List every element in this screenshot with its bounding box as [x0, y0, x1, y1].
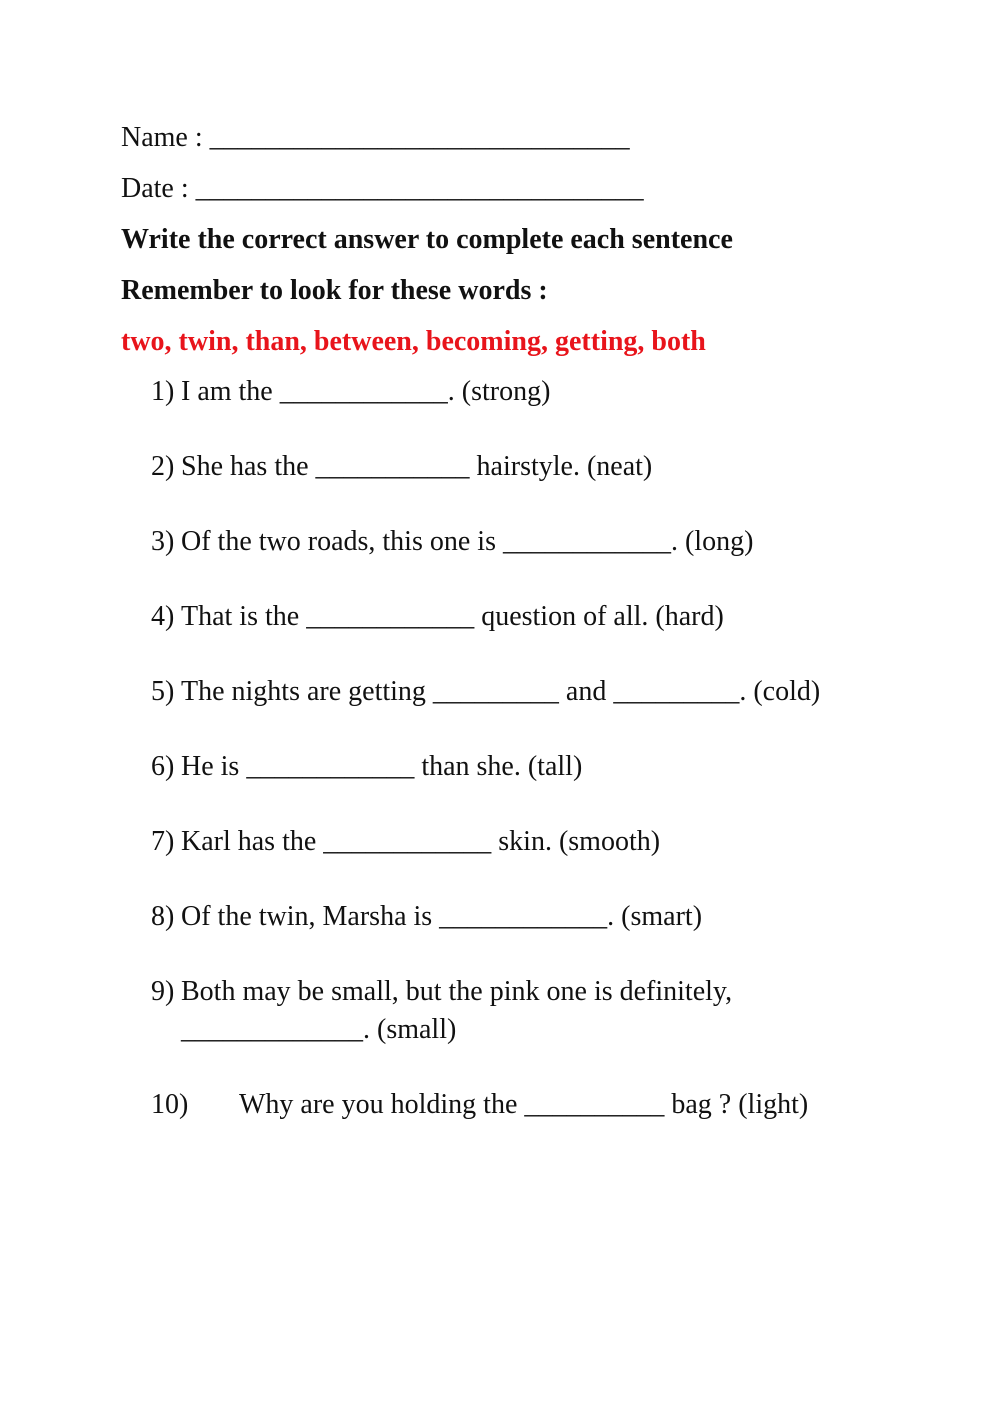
date-line: Date : ________________________________ [121, 173, 644, 204]
question-5 [151, 675, 820, 709]
question-text: The nights are getting _________ and _________. (cold) [181, 676, 821, 707]
instruction-reminder: Remember to look for these words : [121, 275, 548, 306]
question-number: 1) [151, 376, 175, 407]
question-4 [151, 600, 724, 634]
question-text: Karl has the ____________ skin. (smooth) [181, 826, 661, 857]
name-line: Name : ______________________________ [121, 122, 630, 153]
question-8 [151, 900, 702, 934]
question-text: Of the twin, Marsha is ____________. (smart) [181, 901, 703, 932]
question-number: 7) [151, 826, 175, 857]
question-text: Why are you holding the __________ bag ? (light) [239, 1089, 809, 1120]
question-10 [151, 1088, 808, 1122]
question-9-continuation: _____________. (small) [181, 1014, 457, 1045]
question-7 [151, 825, 660, 859]
question-3 [151, 525, 753, 559]
question-text: I am the ____________. (strong) [181, 376, 551, 407]
question-text: Both may be small, but the pink one is definitely, [181, 976, 733, 1007]
question-number: 10) [151, 1089, 189, 1120]
question-1 [151, 375, 550, 409]
question-number: 4) [151, 601, 175, 632]
question-number: 5) [151, 676, 175, 707]
question-text: She has the ___________ hairstyle. (neat) [181, 451, 653, 482]
question-text: That is the ____________ question of all. (hard) [181, 601, 724, 632]
question-text: Of the two roads, this one is ____________. (long) [181, 526, 754, 557]
question-number: 6) [151, 751, 175, 782]
question-number: 3) [151, 526, 175, 557]
question-9 [151, 975, 732, 1009]
question-number: 9) [151, 976, 175, 1007]
question-number: 2) [151, 451, 175, 482]
question-2 [151, 450, 652, 484]
question-number: 8) [151, 901, 175, 932]
question-6 [151, 750, 582, 784]
question-text: He is ____________ than she. (tall) [181, 751, 583, 782]
keyword-list: two, twin, than, between, becoming, getting, both [121, 326, 706, 357]
instruction-heading: Write the correct answer to complete each sentence [121, 224, 733, 255]
